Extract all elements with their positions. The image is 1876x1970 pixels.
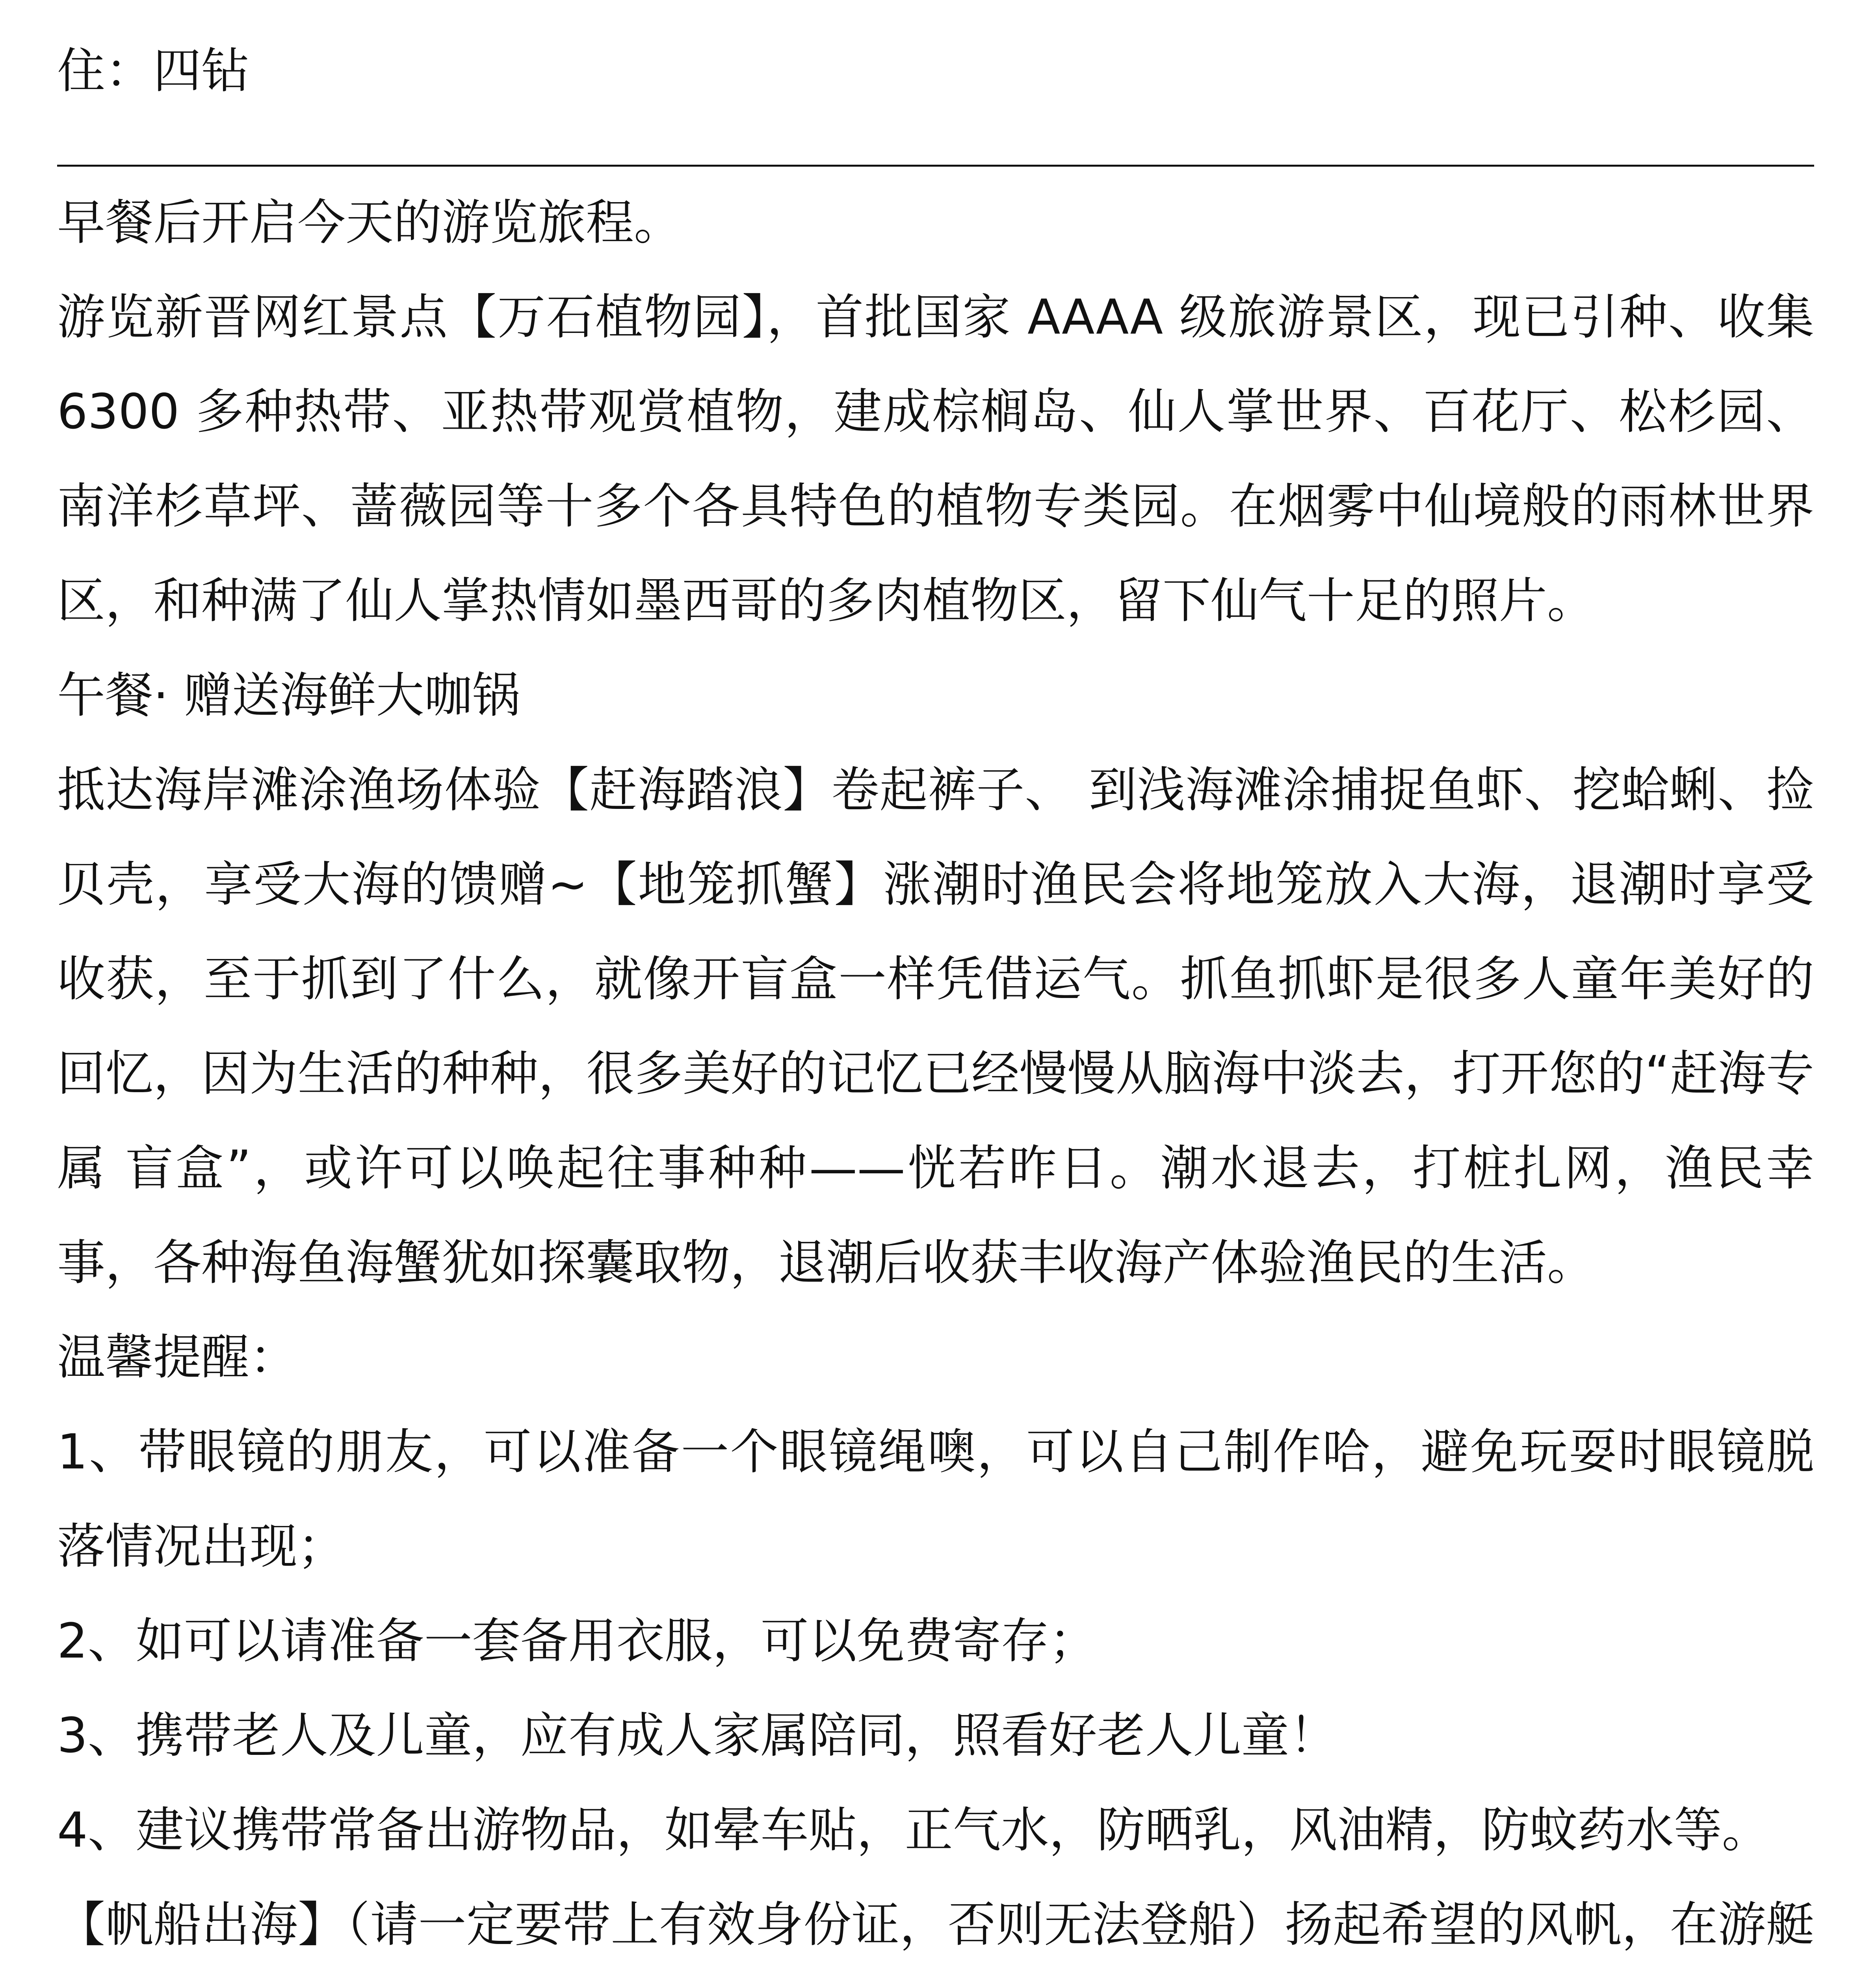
- reminder-item-3: 3、携带老人及儿童，应有成人家属陪同，照看好老人儿童！: [57, 1708, 1337, 1764]
- itinerary-body: [57, 175, 1814, 1970]
- sailing-paragraph: 【帆船出海】（请一定要带上有效身份证，否则无法登船）扬起希望的风帆，在游艇: [57, 1897, 1814, 1953]
- accommodation-line: 住：四钻: [57, 43, 249, 99]
- botanical-garden-paragraph: 游览新晋网红景点【万石植物园】，首批国家 AAAA 级旅游景区，现已引种、收集 6300 多种热带、亚热带观赏植物，建成棕榈岛、仙人掌世界、百花厅、松杉园、南洋杉草坪、蔷薇园等十多个各具特色的植物专类园。在烟雾中仙境般的雨林世界区，和种满了仙人掌热情如墨西哥的多肉植物区，留下仙气十足的照片。: [57, 289, 1814, 629]
- beach-activity-paragraph: 抵达海岸滩涂渔场体验【赶海踏浪】卷起裤子、 到浅海滩涂捕捉鱼虾、挖蛤蜊、捡贝壳，享受大海的馈赠~【地笼抓蟹】涨潮时渔民会将地笼放入大海，退潮时享受收获，至于抓到了什么，就像开盲盒一样凭借运气。抓鱼抓虾是很多人童年美好的回忆，因为生活的种种，很多美好的记忆已经慢慢从脑海中淡去，打开您的“赶海专属 盲盒”，或许可以唤起往事种种——恍若昨日。潮水退去，打桩扎网，渔民幸事，各种海鱼海蟹犹如探囊取物，退潮后收获丰收海产体验渔民的生活。: [57, 762, 1814, 1291]
- document-page: [57, 0, 1814, 1970]
- lunch-paragraph: 午餐· 赠送海鲜大咖锅: [57, 667, 520, 723]
- divider-line: [57, 165, 1814, 167]
- reminder-heading: 温馨提醒：: [57, 1329, 297, 1385]
- breakfast-intro-paragraph: 早餐后开启今天的游览旅程。: [57, 195, 682, 251]
- reminder-item-4: 4、建议携带常备出游物品，如晕车贴，正气水，防晒乳，风油精，防蚊药水等。: [57, 1802, 1770, 1858]
- reminder-item-1: 1、带眼镜的朋友，可以准备一个眼镜绳噢，可以自己制作哈，避免玩耍时眼镜脱落情况出现；: [57, 1424, 1814, 1574]
- reminder-item-2: 2、如可以请准备一套备用衣服，可以免费寄存；: [57, 1613, 1097, 1669]
